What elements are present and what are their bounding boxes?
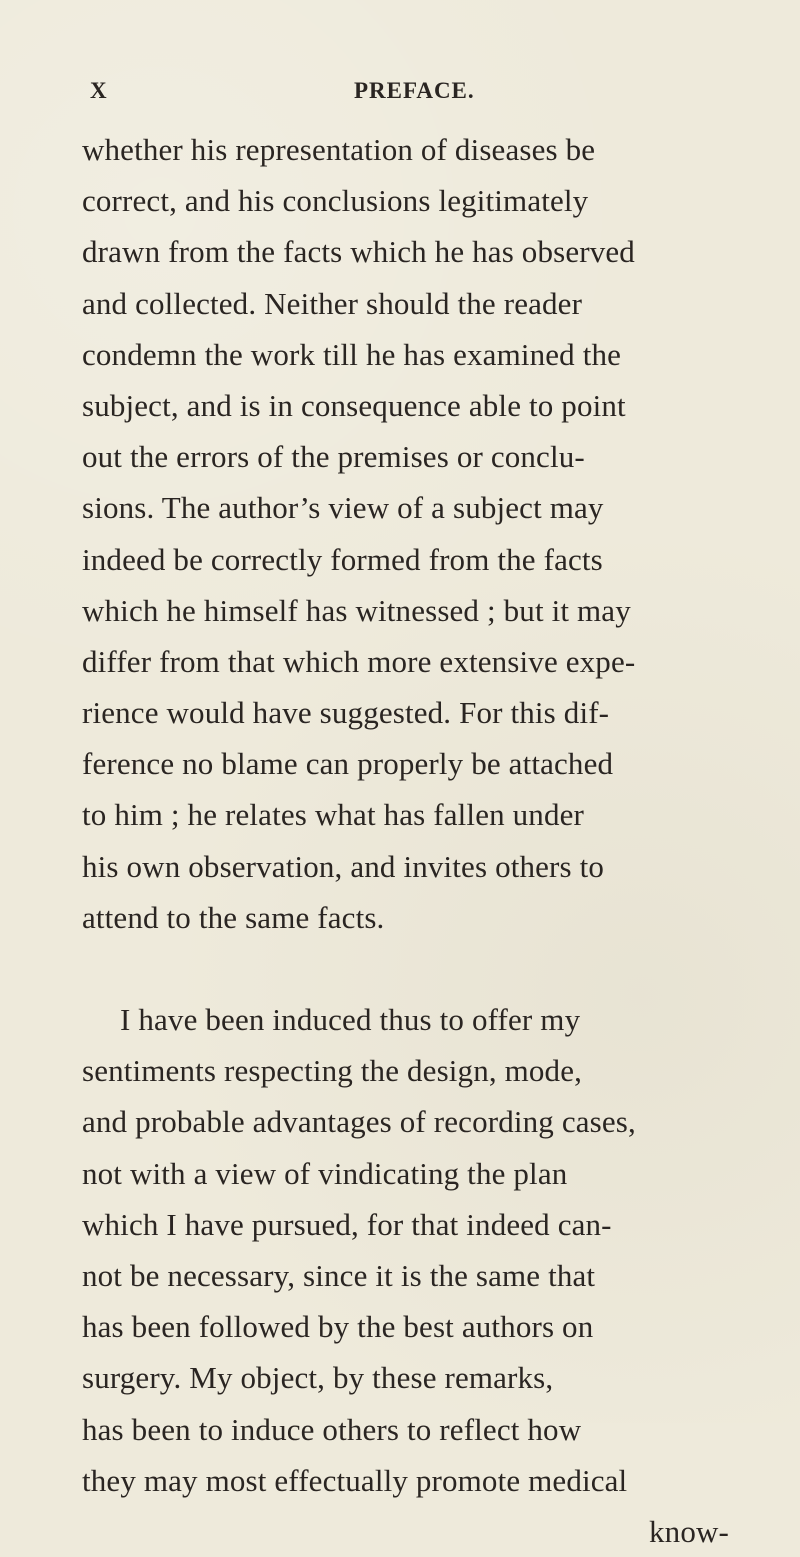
text-line: has been to induce others to reflect how [82,1411,582,1447]
text-line: drawn from the facts which he has observed [82,234,635,270]
text-line: has been followed by the best authors on [82,1309,594,1345]
text-line: to him ; he relates what has fallen under [82,797,584,833]
text-line: not be necessary, since it is the same that [82,1257,596,1293]
text-line: and probable advantages of recording cases, [82,1104,636,1140]
text-line: which he himself has witnessed ; but it may [82,592,631,628]
text-line: indeed be correctly formed from the facts [82,541,603,577]
text-line: correct, and his conclusions legitimately [82,183,589,219]
text-line: surgery. My object, by these remarks, [82,1360,554,1396]
text-line: differ from that which more extensive expe- [82,643,636,679]
text-line: subject, and is in consequence able to point [82,387,626,423]
main-text [82,124,742,1557]
text-line: whether his representation of diseases be [82,132,596,167]
text-line: not with a view of vindicating the plan [82,1155,568,1191]
page-number: X [90,78,108,103]
text-line: which I have pursued, for that indeed can- [82,1206,612,1242]
text-line: they may most effectually promote medical [82,1462,628,1498]
running-head: PREFACE. [354,78,475,103]
text-line: sions. The author’s view of a subject may [82,490,604,526]
text-line: condemn the work till he has examined the [82,336,622,372]
paragraph-spacer [82,943,742,994]
text-line: I have been induced thus to offer my [120,1002,581,1037]
text-line: ference no blame can properly be attached [82,746,614,782]
text-line: and collected. Neither should the reader [82,285,583,321]
text-line: attend to the same facts. [82,899,385,935]
text-line: out the errors of the premises or conclu- [82,439,585,475]
page-header [82,78,732,108]
text-line: sentiments respecting the design, mode, [82,1053,583,1089]
text-line: his own observation, and invites others to [82,848,605,884]
text-line: rience would have suggested. For this dif- [82,695,610,731]
catchword: know- [649,1513,729,1549]
